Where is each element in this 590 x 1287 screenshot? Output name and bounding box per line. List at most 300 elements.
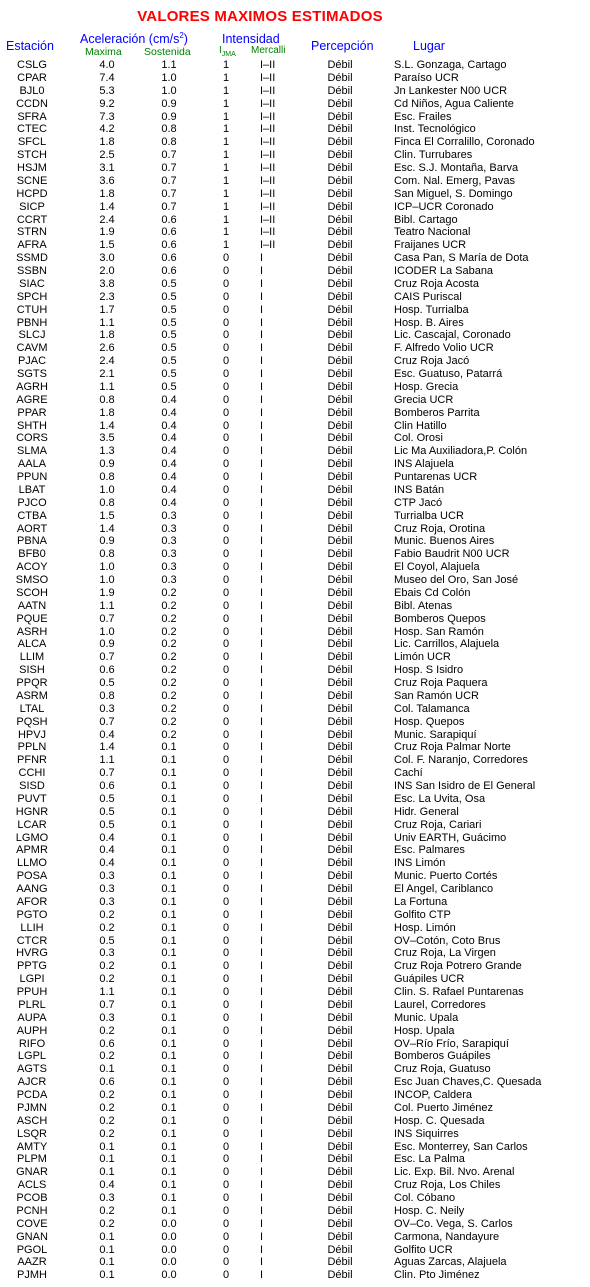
aceleracion-sostenida: 0.7: [161, 200, 177, 213]
table-row: [0, 1179, 590, 1192]
intensidad-jma: 0: [222, 445, 230, 458]
intensidad-mercalli: I: [260, 432, 264, 445]
aceleracion-sostenida: 0.0: [161, 1269, 177, 1282]
lugar: Guápiles UCR: [394, 973, 465, 986]
aceleracion-sostenida: 0.1: [161, 998, 177, 1011]
intensidad-jma: 0: [222, 599, 230, 612]
table-row: [0, 806, 590, 819]
intensidad-mercalli: I: [260, 1192, 264, 1204]
intensidad-jma: 0: [222, 1204, 230, 1217]
lugar: El Coyol, Alajuela: [394, 561, 480, 574]
aceleracion-maxima: 1.4: [99, 741, 115, 754]
intensidad-mercalli: I: [260, 368, 264, 380]
intensidad-jma: 0: [222, 998, 230, 1011]
station-code: PCNH: [16, 1204, 48, 1217]
percepcion: Débil: [327, 303, 353, 316]
aceleracion-maxima: 0.1: [99, 1153, 115, 1166]
percepcion: Débil: [327, 844, 353, 857]
table-row: [0, 381, 590, 394]
percepcion: Débil: [327, 213, 353, 226]
aceleracion-maxima: 0.7: [99, 715, 115, 728]
percepcion: Débil: [327, 458, 353, 471]
station-code: PFNR: [17, 754, 47, 767]
intensidad-mercalli: I: [260, 1153, 264, 1166]
station-code: GNAN: [16, 1230, 48, 1243]
aceleracion-sostenida: 1.1: [161, 59, 177, 71]
station-code: AGTS: [17, 1063, 47, 1076]
station-code: SCOH: [16, 586, 48, 599]
intensidad-mercalli: I: [260, 818, 264, 831]
intensidad-mercalli: I–II: [260, 97, 276, 110]
percepcion: Débil: [327, 406, 353, 419]
station-code: PBNA: [17, 535, 47, 548]
station-code: SSBN: [17, 265, 47, 277]
aceleracion-maxima: 2.4: [99, 213, 115, 226]
intensidad-mercalli: I: [260, 754, 264, 767]
table-row: [0, 368, 590, 381]
percepcion: Débil: [327, 998, 353, 1011]
lugar: Bomberos Quepos: [394, 612, 486, 625]
header-maxima: Maxima: [85, 46, 122, 58]
intensidad-mercalli: I: [260, 908, 264, 921]
percepcion: Débil: [327, 921, 353, 934]
intensidad-jma: 0: [222, 947, 230, 960]
intensidad-mercalli: I: [260, 1037, 264, 1050]
lugar: El Angel, Cariblanco: [394, 883, 494, 895]
lugar: Esc. Frailes: [394, 110, 452, 123]
aceleracion-sostenida: 0.5: [161, 355, 177, 368]
station-code: BJL0: [19, 84, 45, 97]
table-row: [0, 716, 590, 729]
intensidad-mercalli: I–II: [260, 162, 276, 174]
percepcion: Débil: [327, 1192, 353, 1204]
intensidad-mercalli: I: [260, 1024, 264, 1037]
intensidad-jma: 0: [222, 857, 230, 870]
station-code: AFRA: [17, 239, 47, 252]
intensidad-mercalli: I: [260, 303, 264, 316]
intensidad-jma: 0: [222, 1153, 230, 1166]
intensidad-jma: 0: [222, 277, 230, 290]
page-title: VALORES MAXIMOS ESTIMADOS: [137, 8, 383, 25]
aceleracion-maxima: 3.0: [99, 252, 115, 265]
aceleracion-sostenida: 0.2: [161, 677, 177, 689]
aceleracion-maxima: 0.1: [99, 1063, 115, 1076]
intensidad-jma: 1: [222, 59, 230, 71]
aceleracion-sostenida: 0.0: [161, 1243, 177, 1256]
station-code: SSMD: [16, 252, 48, 265]
percepcion: Débil: [327, 1114, 353, 1127]
station-code: CTEC: [17, 123, 47, 136]
lugar: INS Siquirres: [394, 1127, 459, 1140]
aceleracion-sostenida: 0.5: [161, 368, 177, 380]
intensidad-mercalli: I: [260, 316, 264, 329]
intensidad-jma: 0: [222, 471, 230, 483]
intensidad-jma: 0: [222, 895, 230, 908]
table-row: [0, 613, 590, 626]
intensidad-jma: 0: [222, 689, 230, 702]
table-row: [0, 1089, 590, 1102]
station-code: AJCR: [17, 1076, 47, 1089]
aceleracion-maxima: 1.7: [99, 303, 115, 316]
intensidad-mercalli: I: [260, 689, 264, 702]
intensidad-jma: 0: [222, 1037, 230, 1050]
lugar: Bomberos Guápiles: [394, 1050, 491, 1063]
aceleracion-maxima: 1.1: [99, 599, 115, 612]
table-row: [0, 896, 590, 909]
percepcion: Débil: [327, 1063, 353, 1076]
station-code: CPAR: [17, 71, 47, 84]
aceleracion-sostenida: 0.1: [161, 1204, 177, 1217]
lugar: Fabio Baudrit N00 UCR: [394, 548, 510, 561]
station-code: COVE: [16, 1217, 48, 1230]
table-row: [0, 355, 590, 368]
station-code: AAZR: [17, 1256, 47, 1269]
aceleracion-sostenida: 0.6: [161, 239, 177, 252]
intensidad-mercalli: I: [260, 393, 264, 406]
intensidad-mercalli: I: [260, 1204, 264, 1217]
aceleracion-sostenida: 0.8: [161, 136, 177, 149]
intensidad-mercalli: I: [260, 252, 264, 265]
station-code: PCDA: [16, 1089, 48, 1101]
intensidad-jma: 0: [222, 1076, 230, 1089]
intensidad-mercalli: I: [260, 664, 264, 677]
station-code: AATN: [17, 599, 47, 612]
percepcion: Débil: [327, 754, 353, 767]
aceleracion-sostenida: 0.2: [161, 651, 177, 664]
intensidad-jma: 1: [222, 187, 230, 200]
percepcion: Débil: [327, 651, 353, 664]
aceleracion-maxima: 1.1: [99, 380, 115, 393]
percepcion: Débil: [327, 1256, 353, 1269]
aceleracion-maxima: 0.9: [99, 638, 115, 651]
aceleracion-maxima: 0.6: [99, 780, 115, 792]
percepcion: Débil: [327, 599, 353, 612]
table-row: [0, 317, 590, 330]
station-code: HPVJ: [17, 728, 47, 741]
percepcion: Débil: [327, 1140, 353, 1153]
aceleracion-sostenida: 0.1: [161, 934, 177, 947]
header-aceleracion-exponent: 2: [179, 30, 184, 40]
percepcion: Débil: [327, 986, 353, 998]
aceleracion-maxima: 1.8: [99, 136, 115, 149]
aceleracion-maxima: 0.8: [99, 471, 115, 483]
aceleracion-sostenida: 0.2: [161, 702, 177, 715]
aceleracion-sostenida: 0.2: [161, 638, 177, 651]
lugar: Lic. Carrillos, Alajuela: [394, 638, 500, 651]
intensidad-mercalli: I–II: [260, 174, 276, 187]
table-row: [0, 754, 590, 767]
table-row: [0, 741, 590, 754]
table-row: [0, 1141, 590, 1154]
aceleracion-maxima: 0.5: [99, 677, 115, 689]
aceleracion-sostenida: 0.7: [161, 187, 177, 200]
aceleracion-sostenida: 0.1: [161, 780, 177, 792]
table-row: [0, 1153, 590, 1166]
percepcion: Débil: [327, 535, 353, 548]
station-code: GNAR: [16, 1166, 48, 1179]
percepcion: Débil: [327, 1101, 353, 1114]
percepcion: Débil: [327, 1011, 353, 1024]
lugar: Munic. Upala: [394, 1011, 459, 1024]
intensidad-jma: 0: [222, 290, 230, 303]
aceleracion-maxima: 4.2: [99, 123, 115, 136]
aceleracion-sostenida: 0.4: [161, 406, 177, 419]
lugar: San Miguel, S. Domingo: [394, 187, 513, 200]
aceleracion-sostenida: 0.0: [161, 1217, 177, 1230]
station-code: ASRM: [16, 689, 48, 702]
table-row: [0, 1166, 590, 1179]
percepcion: Débil: [327, 1153, 353, 1166]
lugar: Inst. Tecnológico: [394, 123, 476, 136]
percepcion: Débil: [327, 908, 353, 921]
percepcion: Débil: [327, 612, 353, 625]
aceleracion-maxima: 0.1: [99, 1256, 115, 1269]
station-code: LLMO: [17, 857, 47, 870]
station-code: HVRG: [16, 947, 48, 960]
station-code: SCNE: [16, 174, 48, 187]
lugar: Bibl. Cartago: [394, 213, 458, 226]
lugar: Col. Talamanca: [394, 702, 470, 715]
intensidad-jma: 1: [222, 213, 230, 226]
intensidad-mercalli: I: [260, 921, 264, 934]
intensidad-jma: 0: [222, 986, 230, 998]
intensidad-jma: 0: [222, 432, 230, 445]
percepcion: Débil: [327, 973, 353, 986]
station-code: ASCH: [16, 1114, 48, 1127]
intensidad-jma: 0: [222, 561, 230, 574]
lugar: Esc. Monterrey, San Carlos: [394, 1140, 528, 1153]
station-code: CSLG: [17, 59, 47, 71]
table-row: [0, 638, 590, 651]
intensidad-jma: 0: [222, 342, 230, 355]
header-intensidad: Intensidad: [222, 32, 280, 46]
station-code: HSJM: [17, 162, 47, 174]
intensidad-jma: 0: [222, 651, 230, 664]
intensidad-jma: 0: [222, 754, 230, 767]
intensidad-jma: 0: [222, 1269, 230, 1282]
station-code: LLIH: [20, 921, 44, 934]
aceleracion-sostenida: 0.2: [161, 715, 177, 728]
aceleracion-maxima: 0.9: [99, 535, 115, 548]
station-code: AUPA: [17, 1011, 47, 1024]
aceleracion-maxima: 0.7: [99, 612, 115, 625]
percepcion: Débil: [327, 947, 353, 960]
intensidad-mercalli: I: [260, 1101, 264, 1114]
table-row: [0, 973, 590, 986]
table-row: [0, 149, 590, 162]
percepcion: Débil: [327, 432, 353, 445]
percepcion: Débil: [327, 174, 353, 187]
lugar: Ebais Cd Colón: [394, 586, 471, 599]
intensidad-jma: 0: [222, 393, 230, 406]
table-row: [0, 214, 590, 227]
aceleracion-sostenida: 0.4: [161, 419, 177, 432]
aceleracion-sostenida: 0.4: [161, 471, 177, 483]
station-code: PPUH: [16, 986, 48, 998]
stations-table: [0, 59, 590, 1282]
percepcion: Débil: [327, 368, 353, 380]
station-code: AGRH: [16, 380, 48, 393]
lugar: Hosp. C. Quesada: [394, 1114, 485, 1127]
station-code: PPQR: [16, 677, 48, 689]
aceleracion-sostenida: 0.9: [161, 110, 177, 123]
intensidad-jma: 0: [222, 767, 230, 780]
aceleracion-maxima: 1.0: [99, 483, 115, 496]
intensidad-mercalli: I: [260, 677, 264, 689]
aceleracion-maxima: 0.6: [99, 1076, 115, 1089]
intensidad-mercalli: I: [260, 1256, 264, 1269]
percepcion: Débil: [327, 689, 353, 702]
aceleracion-sostenida: 0.1: [161, 1140, 177, 1153]
station-code: PPLN: [17, 741, 47, 754]
percepcion: Débil: [327, 625, 353, 638]
aceleracion-maxima: 0.3: [99, 883, 115, 895]
lugar: Lic Ma Auxiliadora,P. Colón: [394, 445, 528, 458]
lugar: Lic. Cascajal, Coronado: [394, 329, 511, 342]
aceleracion-maxima: 0.8: [99, 548, 115, 561]
intensidad-jma: 0: [222, 1101, 230, 1114]
lugar: Fraijanes UCR: [394, 239, 467, 252]
table-row: [0, 523, 590, 536]
intensidad-mercalli: I–II: [260, 123, 276, 136]
aceleracion-maxima: 2.3: [99, 290, 115, 303]
intensidad-jma: 0: [222, 419, 230, 432]
percepcion: Débil: [327, 1230, 353, 1243]
station-code: ALCA: [17, 638, 47, 651]
aceleracion-maxima: 1.4: [99, 200, 115, 213]
aceleracion-sostenida: 0.5: [161, 316, 177, 329]
header-estacion: Estación: [6, 39, 54, 53]
table-row: [0, 651, 590, 664]
station-code: PBNH: [16, 316, 48, 329]
percepcion: Débil: [327, 200, 353, 213]
station-code: PGTO: [16, 908, 48, 921]
table-row: [0, 1038, 590, 1051]
aceleracion-maxima: 0.3: [99, 1192, 115, 1204]
aceleracion-sostenida: 0.7: [161, 174, 177, 187]
intensidad-jma: 0: [222, 1243, 230, 1256]
aceleracion-maxima: 0.4: [99, 728, 115, 741]
lugar: Turrialba UCR: [394, 509, 464, 522]
station-code: PJAC: [17, 355, 47, 368]
aceleracion-maxima: 0.2: [99, 1089, 115, 1101]
aceleracion-maxima: 0.1: [99, 1243, 115, 1256]
station-code: CORS: [16, 432, 48, 445]
aceleracion-maxima: 3.5: [99, 432, 115, 445]
lugar: INCOP, Caldera: [394, 1089, 473, 1101]
lugar: Esc. S.J. Montaña, Barva: [394, 162, 519, 174]
aceleracion-sostenida: 0.1: [161, 1037, 177, 1050]
station-code: PLRL: [18, 998, 46, 1011]
aceleracion-sostenida: 0.1: [161, 1153, 177, 1166]
intensidad-mercalli: I: [260, 406, 264, 419]
table-row: [0, 587, 590, 600]
intensidad-mercalli: I: [260, 1050, 264, 1063]
intensidad-mercalli: I: [260, 496, 264, 509]
intensidad-jma: 0: [222, 1024, 230, 1037]
intensidad-jma: 0: [222, 741, 230, 754]
lugar: OV–Cotón, Coto Brus: [394, 934, 501, 947]
aceleracion-sostenida: 0.3: [161, 522, 177, 535]
aceleracion-maxima: 1.3: [99, 445, 115, 458]
intensidad-mercalli: I: [260, 1217, 264, 1230]
aceleracion-sostenida: 0.4: [161, 432, 177, 445]
station-code: PQUE: [16, 612, 48, 625]
percepcion: Débil: [327, 123, 353, 136]
aceleracion-maxima: 0.6: [99, 664, 115, 677]
lugar: OV–Río Frío, Sarapiquí: [394, 1037, 509, 1050]
station-code: LTAL: [19, 702, 45, 715]
table-row: [0, 1115, 590, 1128]
percepcion: Débil: [327, 84, 353, 97]
intensidad-jma: 0: [222, 1179, 230, 1192]
percepcion: Débil: [327, 574, 353, 586]
intensidad-jma: 0: [222, 792, 230, 805]
aceleracion-maxima: 1.4: [99, 522, 115, 535]
percepcion: Débil: [327, 239, 353, 252]
station-code: PLPM: [17, 1153, 47, 1166]
intensidad-jma: 0: [222, 548, 230, 561]
percepcion: Débil: [327, 857, 353, 870]
aceleracion-sostenida: 0.3: [161, 574, 177, 586]
aceleracion-maxima: 1.5: [99, 509, 115, 522]
aceleracion-maxima: 3.6: [99, 174, 115, 187]
lugar: Casa Pan, S María de Dota: [394, 252, 529, 265]
station-code: LCAR: [17, 818, 47, 831]
intensidad-mercalli: I: [260, 792, 264, 805]
aceleracion-sostenida: 0.8: [161, 123, 177, 136]
table-row: [0, 72, 590, 85]
aceleracion-maxima: 0.1: [99, 1269, 115, 1282]
table-row: [0, 844, 590, 857]
station-code: APMR: [16, 844, 48, 857]
station-code: CCRT: [16, 213, 48, 226]
intensidad-jma: 1: [222, 97, 230, 110]
table-row: [0, 252, 590, 265]
percepcion: Débil: [327, 1243, 353, 1256]
table-row: [0, 123, 590, 136]
percepcion: Débil: [327, 1024, 353, 1037]
percepcion: Débil: [327, 792, 353, 805]
aceleracion-sostenida: 0.1: [161, 895, 177, 908]
intensidad-jma: 0: [222, 522, 230, 535]
intensidad-mercalli: I: [260, 1076, 264, 1089]
lugar: Cruz Roja, Guatuso: [394, 1063, 491, 1076]
table-row: [0, 986, 590, 999]
intensidad-mercalli: I–II: [260, 71, 276, 84]
percepcion: Débil: [327, 767, 353, 780]
aceleracion-sostenida: 0.1: [161, 1127, 177, 1140]
table-row: [0, 239, 590, 252]
percepcion: Débil: [327, 522, 353, 535]
station-code: SISD: [19, 780, 45, 792]
aceleracion-sostenida: 0.1: [161, 960, 177, 973]
header-ijma-letter: I: [219, 45, 222, 56]
intensidad-mercalli: I: [260, 419, 264, 432]
station-code: SFCL: [17, 136, 47, 149]
table-row: [0, 664, 590, 677]
station-code: PPUN: [16, 471, 48, 483]
intensidad-jma: 1: [222, 149, 230, 162]
aceleracion-maxima: 1.0: [99, 561, 115, 574]
lugar: Lic. Exp. Bil. Nvo. Arenal: [394, 1166, 515, 1179]
aceleracion-maxima: 0.3: [99, 870, 115, 883]
table-row: [0, 329, 590, 342]
intensidad-mercalli: I: [260, 1230, 264, 1243]
percepcion: Débil: [327, 715, 353, 728]
lugar: Hosp. Upala: [394, 1024, 455, 1037]
intensidad-jma: 0: [222, 252, 230, 265]
